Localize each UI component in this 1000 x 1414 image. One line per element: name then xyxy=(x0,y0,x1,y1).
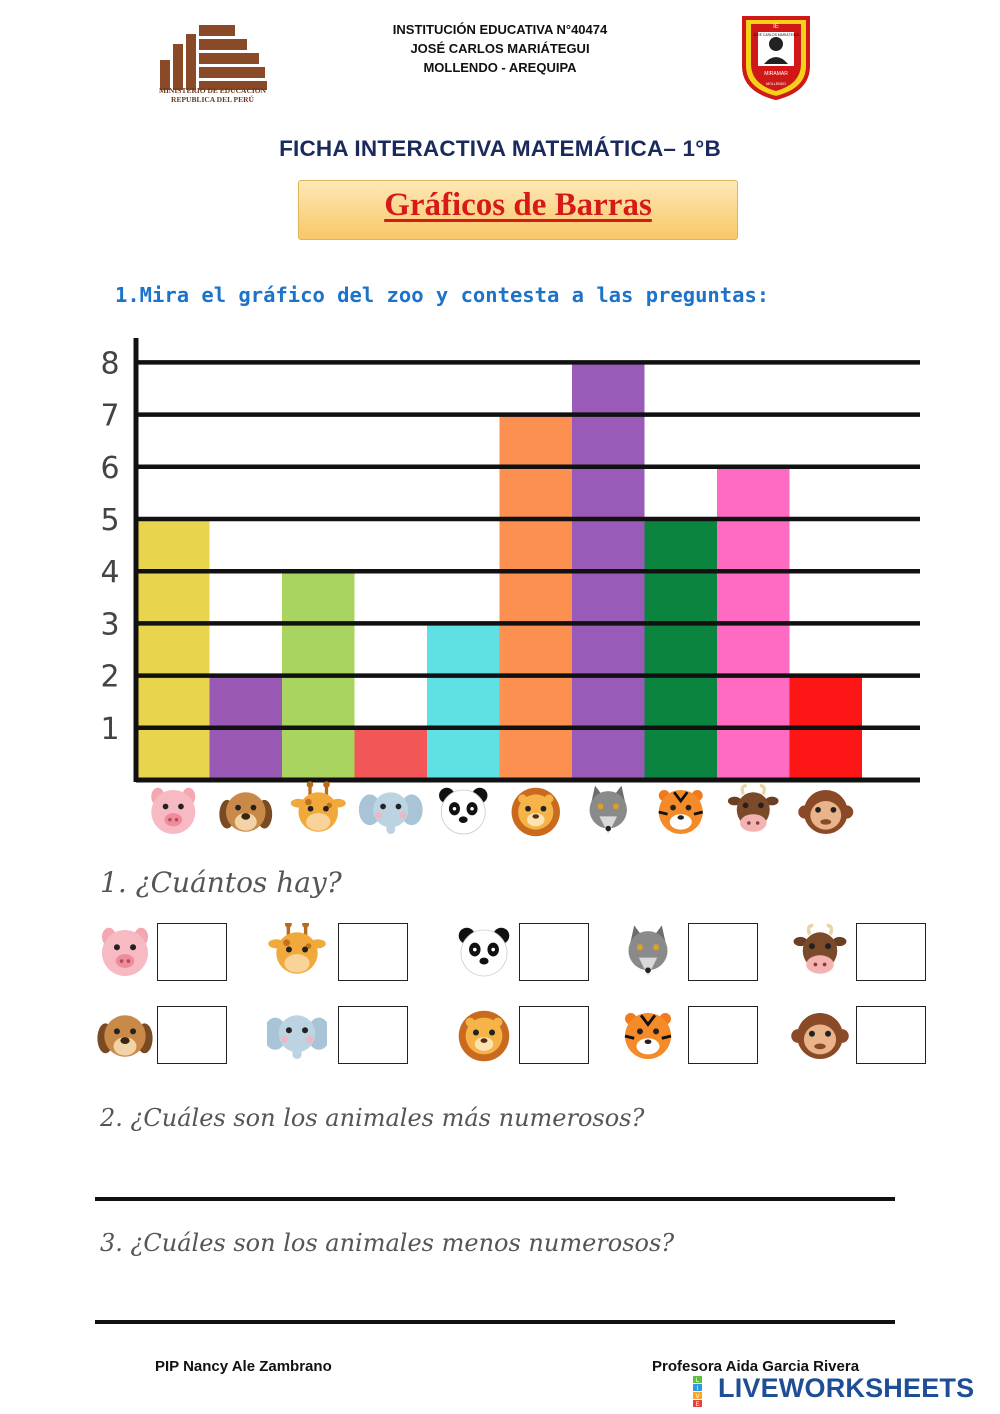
wolf-icon xyxy=(590,786,627,834)
school-line-2: JOSÉ CARLOS MARIÁTEGUI xyxy=(410,41,590,56)
instruction-text: 1.Mira el gráfico del zoo y contesta a las preguntas: xyxy=(115,283,770,307)
lion-icon xyxy=(512,788,560,836)
school-line-1: INSTITUCIÓN EDUCATIVA N°40474 xyxy=(392,22,608,37)
question-1: 1. ¿Cuántos hay? xyxy=(100,866,342,899)
elephant-icon xyxy=(267,1006,327,1066)
panda-icon xyxy=(439,788,487,834)
crest-text-mollendo: MOLLENDO xyxy=(766,82,786,86)
count-input-wolf[interactable] xyxy=(688,923,758,981)
question-2: 2. ¿Cuáles son los animales más numerosos? xyxy=(100,1104,645,1132)
tiger-icon xyxy=(618,1006,678,1066)
topic-title: Gráficos de Barras xyxy=(384,187,652,223)
count-input-giraffe[interactable] xyxy=(338,923,408,981)
bar-pig xyxy=(137,519,210,780)
bar-panda xyxy=(427,623,500,780)
bar-lion xyxy=(500,415,573,780)
count-input-lion[interactable] xyxy=(519,1006,589,1064)
answer-line-q3[interactable] xyxy=(95,1320,895,1324)
lion-icon xyxy=(454,1006,514,1066)
pig-icon xyxy=(95,923,155,983)
ministry-line-1: MINISTERIO DE EDUCACIÓN xyxy=(158,86,267,95)
crest-text-ie: IE xyxy=(773,24,779,30)
cow-icon xyxy=(790,923,850,983)
badge-letter-i: I xyxy=(696,1386,699,1392)
pig-icon xyxy=(151,788,195,834)
ministry-line-2: REPUBLICA DEL PERÚ xyxy=(171,95,254,104)
badge-letter-l: L xyxy=(695,1378,700,1384)
badge-letter-e: E xyxy=(695,1402,700,1408)
count-input-monkey[interactable] xyxy=(856,1006,926,1064)
count-input-pig[interactable] xyxy=(157,923,227,981)
school-line-3: MOLLENDO - AREQUIPA xyxy=(423,60,577,75)
crest-text-school: JOSÉ CARLOS MARIÁTEGUI xyxy=(753,33,799,37)
monkey-icon xyxy=(798,790,853,834)
tiger-icon xyxy=(659,790,703,834)
zoo-bar-chart xyxy=(90,330,940,850)
y-tick-5: 5 xyxy=(100,503,120,538)
chart-y-ticks xyxy=(100,346,119,746)
liveworksheets-brand: LIVEWORKSHEETS xyxy=(718,1373,975,1403)
count-input-dog[interactable] xyxy=(157,1006,227,1064)
footer-author-right: Profesora Aida Garcia Rivera xyxy=(652,1358,860,1375)
worksheet-title: FICHA INTERACTIVA MATEMÁTICA– 1°B xyxy=(279,136,721,161)
count-input-elephant[interactable] xyxy=(338,1006,408,1064)
chart-category-icons xyxy=(151,781,853,836)
y-tick-4: 4 xyxy=(100,555,120,591)
badge-letter-v: V xyxy=(695,1394,700,1400)
y-tick-7: 7 xyxy=(100,398,120,434)
school-name-block xyxy=(340,20,660,77)
giraffe-icon xyxy=(291,781,346,832)
panda-icon xyxy=(454,923,514,983)
question-3: 3. ¿Cuáles son los animales menos numerosos? xyxy=(100,1229,675,1257)
y-tick-8: 8 xyxy=(100,346,120,382)
giraffe-icon xyxy=(267,923,327,983)
y-tick-1: 1 xyxy=(100,711,120,747)
crest-text-miramar: MIRAMAR xyxy=(764,71,788,77)
answer-line-q2[interactable] xyxy=(95,1197,895,1201)
count-input-panda[interactable] xyxy=(519,923,589,981)
y-tick-2: 2 xyxy=(100,659,120,695)
count-input-tiger[interactable] xyxy=(688,1006,758,1064)
ministry-logo-text xyxy=(155,86,270,104)
dog-icon xyxy=(95,1006,155,1066)
dog-icon xyxy=(219,792,272,832)
y-tick-3: 3 xyxy=(100,607,120,643)
y-tick-6: 6 xyxy=(100,450,120,486)
bar-tiger xyxy=(645,519,718,780)
cow-icon xyxy=(728,786,779,832)
monkey-icon xyxy=(790,1006,850,1066)
wolf-icon xyxy=(618,923,678,983)
count-input-cow[interactable] xyxy=(856,923,926,981)
elephant-icon xyxy=(359,792,423,834)
footer-author-left: PIP Nancy Ale Zambrano xyxy=(155,1358,332,1375)
school-crest xyxy=(740,14,812,100)
bar-elephant xyxy=(355,728,428,780)
